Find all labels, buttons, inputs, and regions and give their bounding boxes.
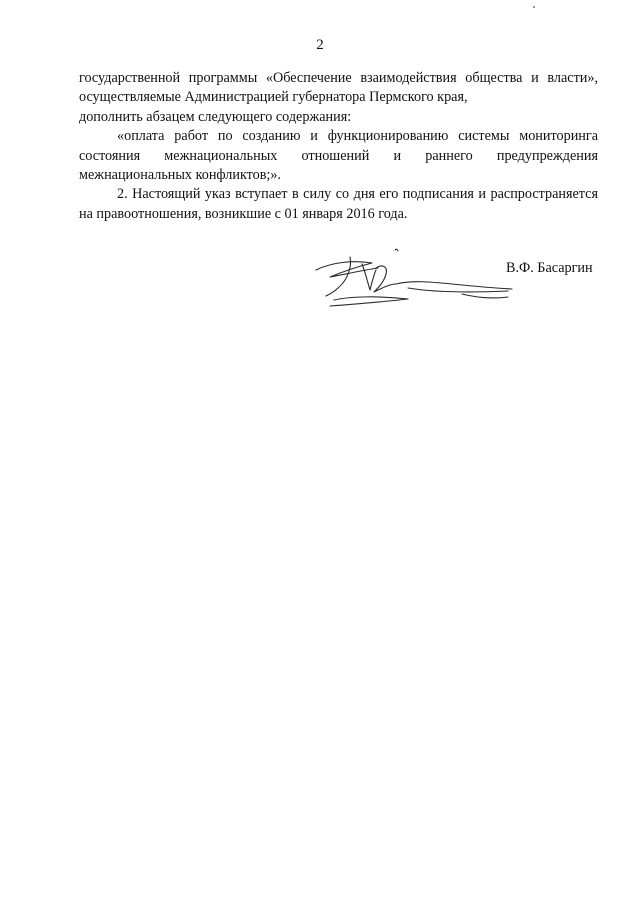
document-body [79,69,598,224]
paragraph-new-clause: «оплата работ по созданию и функционированию системы мониторинга состояния межнациональных отношений и раннего предупреждения межнациональных конфликтов;». [79,128,598,184]
paragraph-effective-date: 2. Настоящий указ вступает в силу со дня его подписания и распространяется на правоотношения, возникшие с 01 января 2016 года. [79,186,598,222]
handwritten-signature [312,244,522,312]
paragraph-program-name: государственной программы «Обеспечение взаимодействия общества и власти», осуществляемые Администрацией губернатора Пермского края, [79,70,598,106]
paragraph-amendment-intro: дополнить абзацем следующего содержания: [79,108,352,125]
page-number: 2 [316,37,324,53]
scan-speck [533,6,535,8]
signer-name: В.Ф. Басаргин [506,260,593,276]
